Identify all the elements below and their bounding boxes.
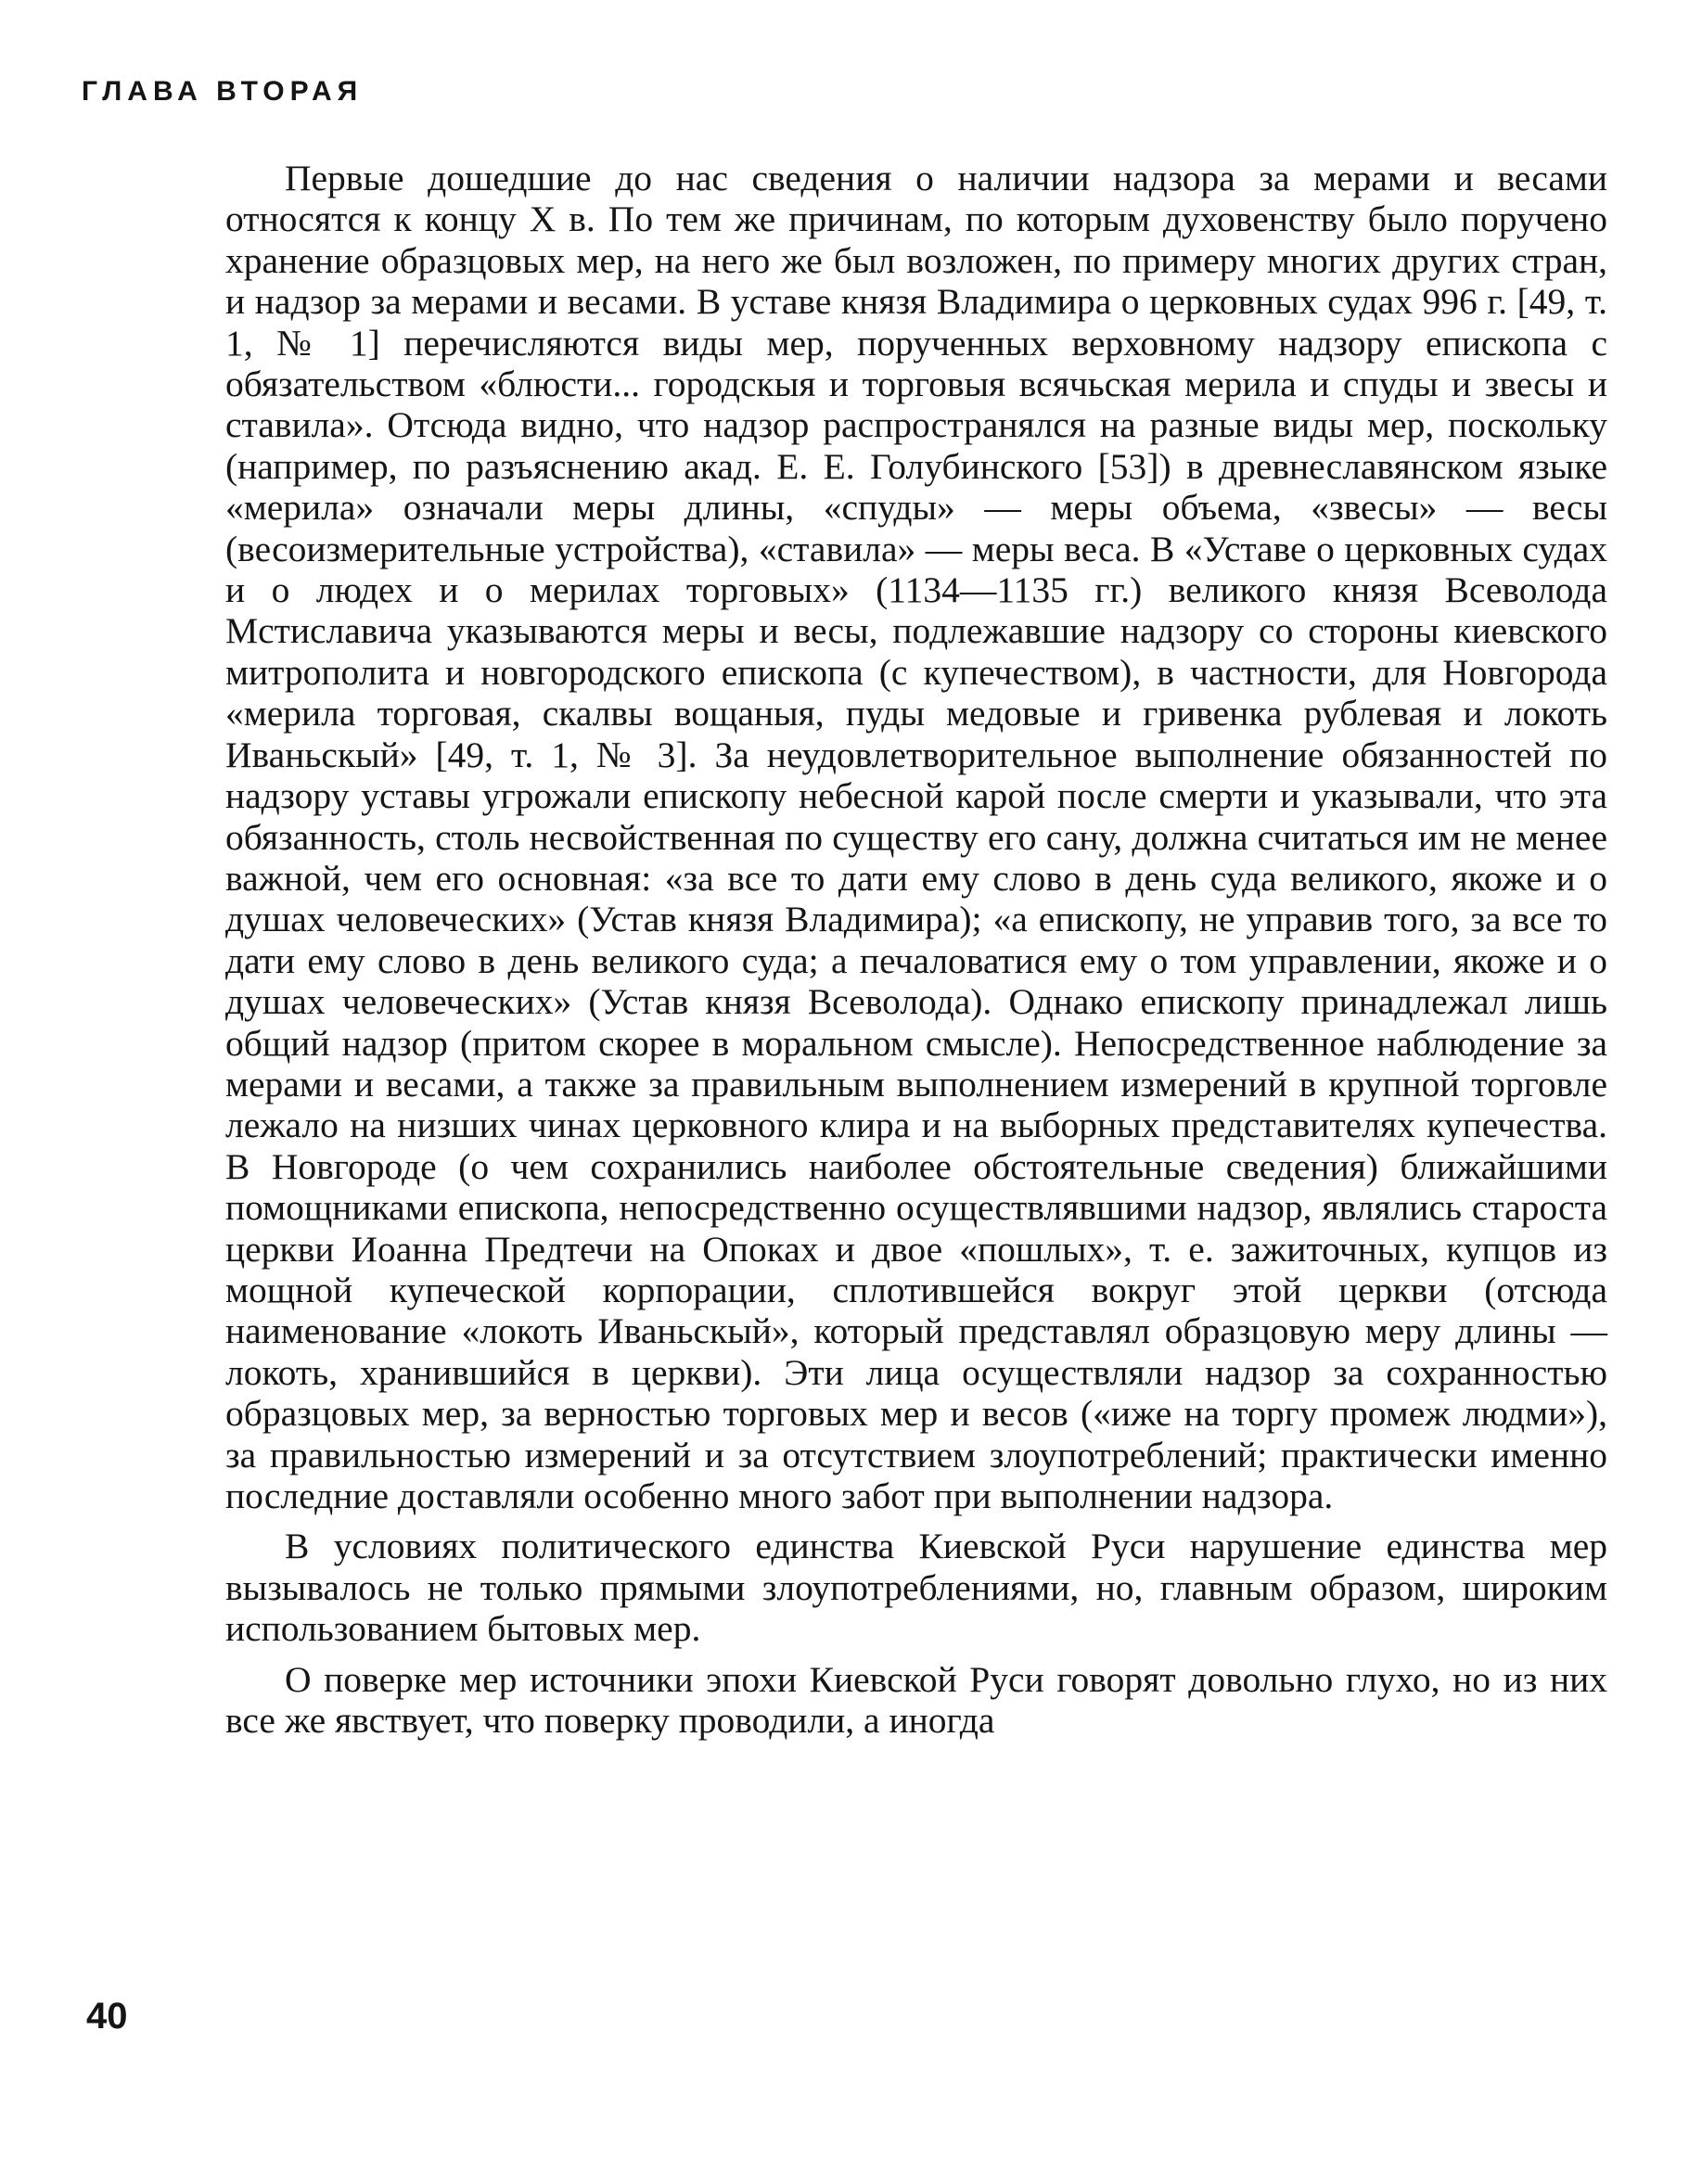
paragraph-3: О поверке мер источники эпохи Киевской Руси говорят довольно глухо, но из них все же явствует, что поверку проводили, а иногда [225, 1658, 1607, 1742]
paragraph-1: Первые дошедшие до нас сведения о наличии надзора за мерами и весами относятся к концу X в. По тем же причинам, по которым духовенству было поручено хранение образцовых мер, на него же был возложен, по примеру многих других стран, и надзор за мерами и весами. В уставе князя Владимира о церковных судах 996 г. [49, т. 1, № 1] перечисляются виды мер, порученных верховному надзору епископа с обязательством «блюсти... городскыя и торговыя всячьская мерила и спуды и звесы и ставила». Отсюда видно, что надзор распространялся на разные виды мер, поскольку (например, по разъяснению акад. Е. Е. Голубинского [53]) в древнеславянском языке «мерила» означали меры длины, «спуды» — меры объема, «звесы» — весы (весоизмерительные устройства), «ставила» — меры веса. В «Уставе о церковных судах и о людех и о мерилах торговых» (1134—1135 гг.) великого князя Всеволода Мстиславича указываются меры и весы, подлежавшие надзору со стороны киевского митрополита и новгородского епископа (с купечеством), в частности, для Новгорода «мерила торговая, скалвы вощаныя, пуды медовые и гривенка рублевая и локоть Иваньскый» [49, т. 1, № 3]. За неудовлетворительное выполнение обязанностей по надзору уставы угрожали епископу небесной карой после смерти и указывали, что эта обязанность, столь несвойственная по существу его сану, должна считаться им не менее важной, чем его основная: «за все то дати ему слово в день суда великого, якоже и о душах человеческих» (Устав князя Владимира); «а епископу, не управив того, за все то дати ему слово в день великого суда; а печаловатися ему о том управлении, якоже и о душах человеческих» (Устав князя Всеволода). Однако епископу принадлежал лишь общий надзор (притом скорее в моральном смысле). Непосредственное наблюдение за мерами и весами, а также за правильным выполнением измерений в крупной торговле лежало на низших чинах церковного клира и на выборных представителях купечества. В Новгороде (о чем сохранились наиболее обстоятельные сведения) ближайшими помощниками епископа, непосредственно осуществлявшими надзор, являлись староста церкви Иоанна Предтечи на Опоках и двое «пошлых», т. е. зажиточных, купцов из мощной купеческой корпорации, сплотившейся вокруг этой церкви (отсюда наименование «локоть Иваньскый», который представлял образцовую меру длины — локоть, хранившийся в церкви). Эти лица осуществляли надзор за сохранностью образцовых мер, за верностью торговых мер и весов («иже на торгу промеж людми»), за правильностью измерений и за отсутствием злоупотреблений; практически именно последние доставляли особенно много забот при выполнении надзора. [225, 158, 1607, 1516]
body-text [225, 158, 1607, 1741]
page-number: 40 [86, 1996, 128, 2037]
running-head: ГЛАВА ВТОРАЯ [82, 76, 364, 107]
paragraph-2: В условиях политического единства Киевской Руси нарушение единства мер вызывалось не только прямыми злоупотреблениями, но, главным образом, широким использованием бытовых мер. [225, 1526, 1607, 1650]
